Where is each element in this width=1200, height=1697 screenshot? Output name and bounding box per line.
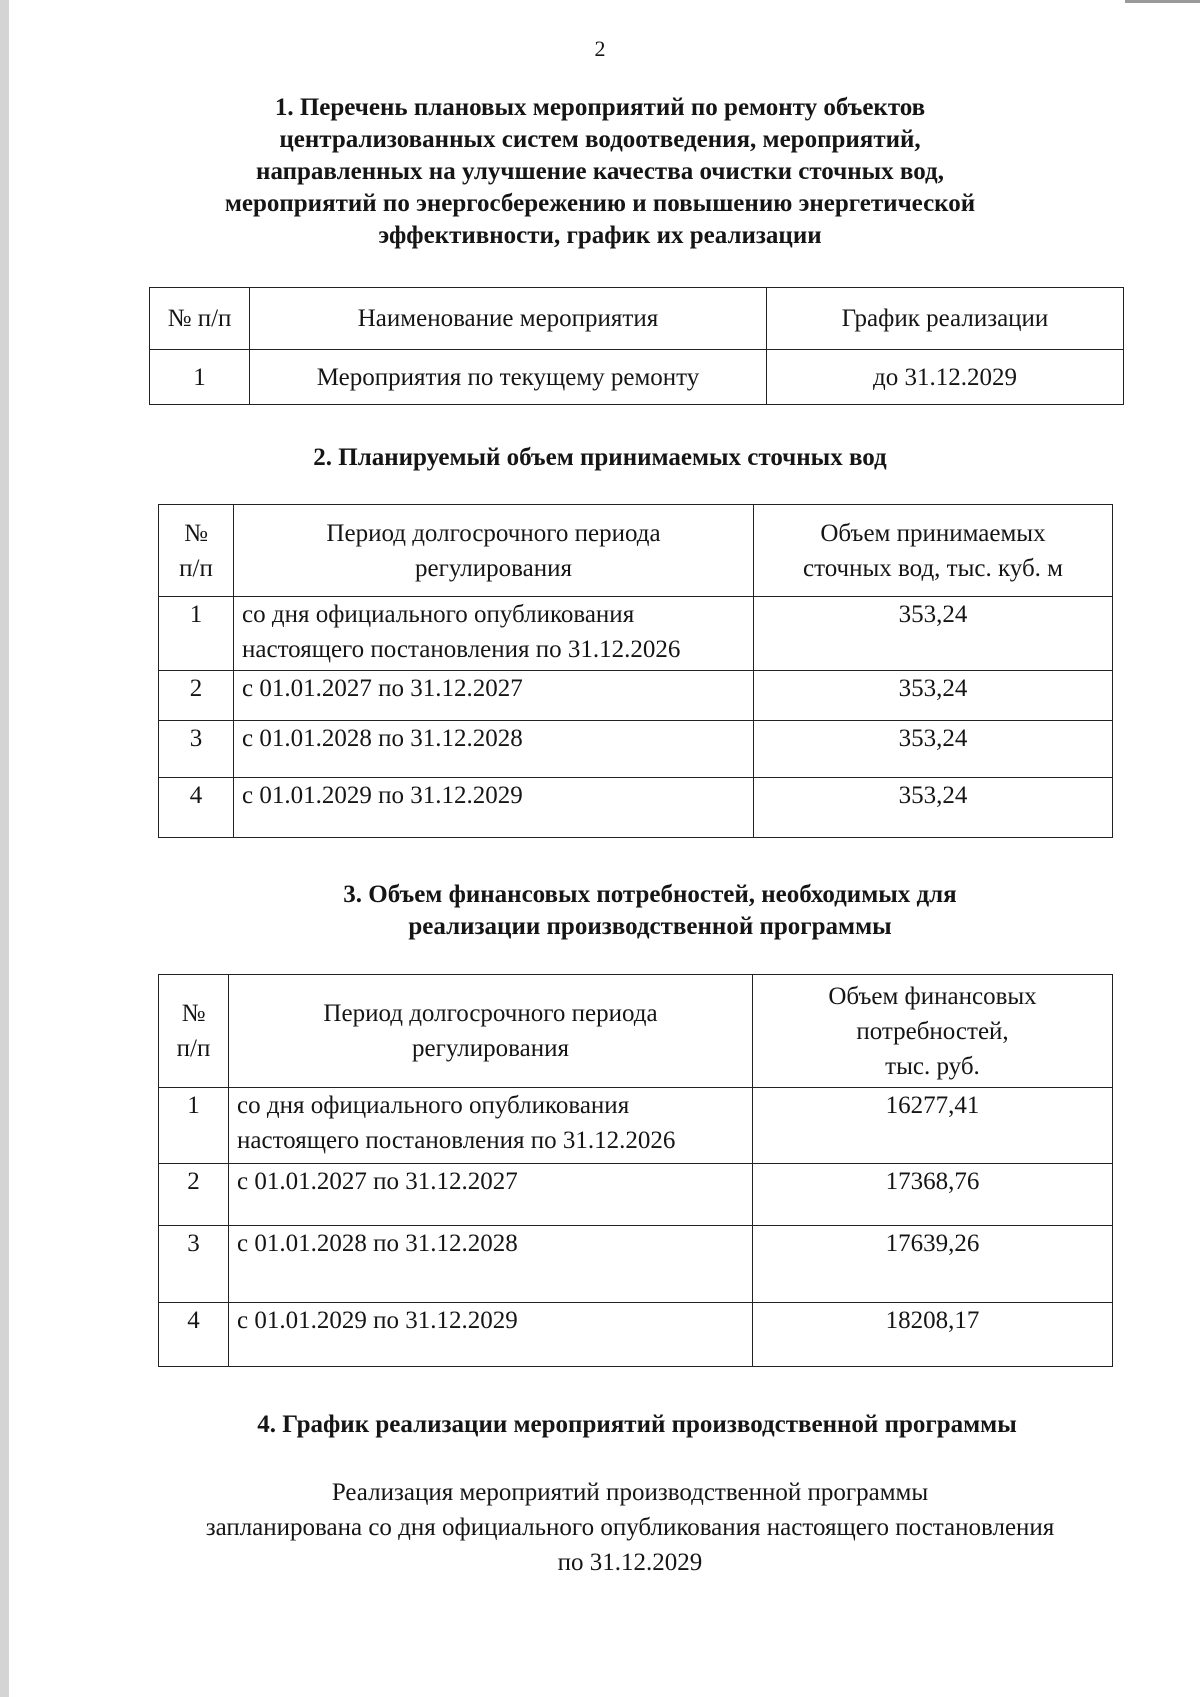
scan-left-edge [0, 0, 9, 1697]
row-value: 17368,76 [753, 1164, 1113, 1226]
section1-title-line: направленных на улучшение качества очистки сточных вод, [256, 158, 944, 185]
row-num: 4 [159, 1303, 229, 1367]
section3-table [158, 974, 1113, 1367]
row-num: 1 [150, 350, 250, 405]
header-line: п/п [179, 554, 213, 582]
row-num: 2 [159, 671, 234, 721]
table-row [159, 778, 1113, 838]
table-header-row [150, 288, 1124, 350]
period-line: с 01.01.2029 по 31.12.2029 [237, 1307, 518, 1334]
row-num: 1 [159, 597, 234, 671]
col-header-schedule: График реализации [767, 288, 1124, 350]
header-line: № [184, 519, 208, 547]
header-line: потребностей, [856, 1017, 1009, 1045]
section1-title-line: мероприятий по энергосбережению и повышению энергетической [224, 190, 976, 217]
period-line: со дня официального опубликования [242, 601, 635, 628]
col-header-volume [753, 975, 1113, 1088]
section3-title [250, 879, 1050, 943]
header-line: регулирования [415, 554, 572, 582]
table-row [159, 671, 1113, 721]
period-line: с 01.01.2028 по 31.12.2028 [237, 1230, 518, 1257]
row-period [229, 1088, 753, 1164]
col-header-period [229, 975, 753, 1088]
header-line: сточных вод, тыс. куб. м [803, 554, 1063, 582]
col-header-num [159, 975, 229, 1088]
section1-table [149, 287, 1124, 405]
paragraph-line: запланирована со дня официального опубликования настоящего постановления [205, 1514, 1055, 1541]
section3-title-line: реализации производственной программы [408, 913, 892, 940]
row-period [229, 1303, 753, 1367]
col-header-name: Наименование мероприятия [250, 288, 767, 350]
row-period [234, 597, 754, 671]
row-value: 353,24 [754, 778, 1113, 838]
paragraph-line: по 31.12.2029 [557, 1549, 703, 1576]
row-value: 353,24 [754, 721, 1113, 778]
table-header-row [159, 975, 1113, 1088]
section3-title-line: 3. Объем финансовых потребностей, необходимых для [343, 881, 957, 908]
section1-title-line: 1. Перечень плановых мероприятий по ремонту объектов [274, 94, 926, 121]
table-row [150, 350, 1124, 405]
col-header-num: № п/п [150, 288, 250, 350]
row-name: Мероприятия по текущему ремонту [250, 350, 767, 405]
section2-title: 2. Планируемый объем принимаемых сточных вод [313, 444, 887, 471]
header-line: № [181, 1000, 206, 1027]
table-row [159, 1303, 1113, 1367]
period-line: с 01.01.2029 по 31.12.2029 [242, 782, 523, 809]
section1-title-line: эффективности, график их реализации [378, 222, 822, 249]
period-line: настоящего постановления по 31.12.2026 [242, 636, 681, 663]
row-num: 2 [159, 1164, 229, 1226]
header-line: Период долгосрочного периода [326, 519, 661, 547]
row-period [229, 1226, 753, 1303]
section1-title [150, 92, 1050, 252]
header-line: Объем принимаемых [820, 519, 1046, 547]
table-row [159, 1164, 1113, 1226]
row-num: 1 [159, 1088, 229, 1164]
row-value: 353,24 [754, 671, 1113, 721]
row-period [229, 1164, 753, 1226]
paragraph-line: Реализация мероприятий производственной программы [331, 1479, 929, 1506]
header-line: Период долгосрочного периода [323, 1000, 658, 1027]
table-row [159, 721, 1113, 778]
period-line: с 01.01.2028 по 31.12.2028 [242, 725, 523, 752]
header-line: Объем финансовых [828, 982, 1037, 1010]
section2-table [158, 504, 1113, 838]
table-row [159, 597, 1113, 671]
section1-title-line: централизованных систем водоотведения, мероприятий, [279, 126, 921, 153]
row-value: 16277,41 [753, 1088, 1113, 1164]
col-header-period [234, 505, 754, 597]
header-line: тыс. руб. [885, 1052, 980, 1080]
row-period [234, 721, 754, 778]
period-line: со дня официального опубликования [237, 1092, 630, 1119]
scan-top-mark [1125, 0, 1200, 3]
table-header-row [159, 505, 1113, 597]
row-value: 17639,26 [753, 1226, 1113, 1303]
row-value: 353,24 [754, 597, 1113, 671]
header-line: регулирования [412, 1035, 569, 1062]
row-num: 4 [159, 778, 234, 838]
row-num: 3 [159, 1226, 229, 1303]
period-line: настоящего постановления по 31.12.2026 [237, 1127, 676, 1154]
row-period [234, 778, 754, 838]
page-number: 2 [594, 36, 606, 61]
period-line: с 01.01.2027 по 31.12.2027 [237, 1168, 518, 1195]
section4-title: 4. График реализации мероприятий производственной программы [257, 1411, 1017, 1438]
row-schedule: до 31.12.2029 [767, 350, 1124, 405]
row-value: 18208,17 [753, 1303, 1113, 1367]
table-row [159, 1088, 1113, 1164]
period-line: с 01.01.2027 по 31.12.2027 [242, 675, 523, 702]
row-period [234, 671, 754, 721]
header-line: п/п [176, 1035, 211, 1062]
col-header-volume [754, 505, 1113, 597]
section4-paragraph [140, 1475, 1120, 1580]
col-header-num [159, 505, 234, 597]
table-row [159, 1226, 1113, 1303]
row-num: 3 [159, 721, 234, 778]
